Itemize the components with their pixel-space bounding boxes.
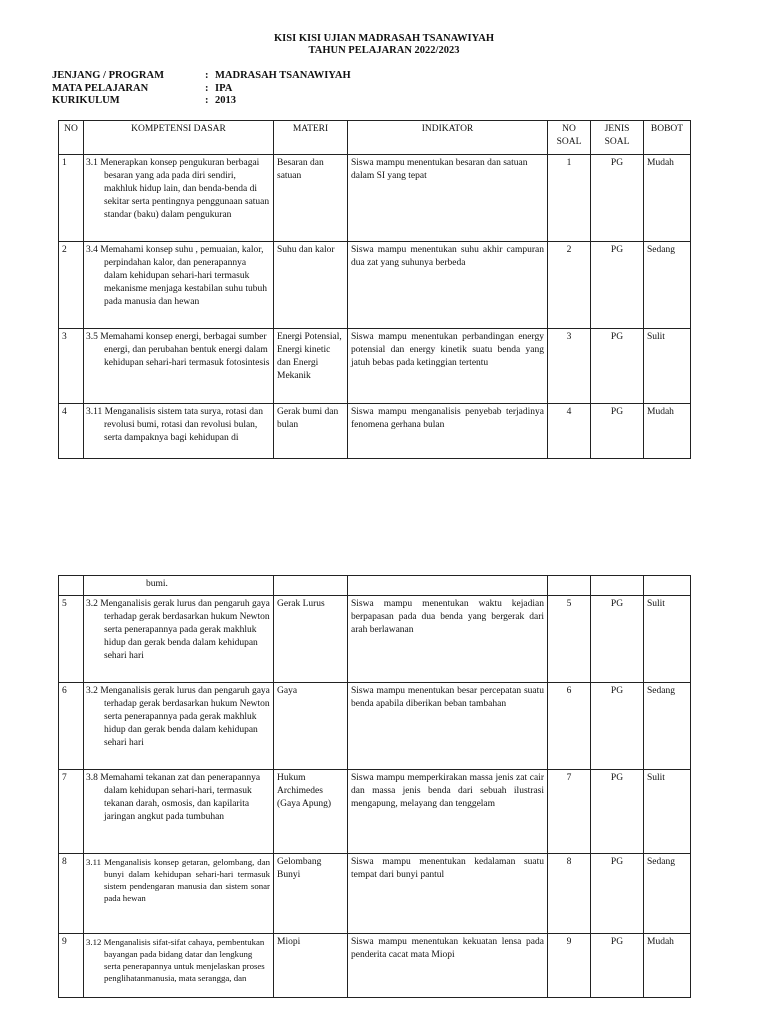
cell-indikator: Siswa mampu menentukan besar percepatan suatu benda apabila diberikan beban tambahan [348, 683, 548, 770]
kisi-table-page-2 [58, 575, 691, 998]
cell-kompetensi-dasar: 3.2 Menganalisis gerak lurus dan pengaruh gaya terhadap gerak berdasarkan hukum Newton serta penerapannya pada gerak makhluk hidup dan gerak benda dalam kehidupan sehari hari [84, 683, 274, 770]
cell-jenis-soal: PG [591, 155, 644, 242]
cell-no-soal: 8 [548, 854, 591, 934]
cell-materi: Hukum Archimedes (Gaya Apung) [274, 770, 348, 854]
header-no-soal [548, 121, 591, 155]
cell-jenis-soal: PG [591, 683, 644, 770]
cell-indikator: Siswa mampu menentukan perbandingan energy potensial dan energy kinetik suatu benda yang jatuh bebas pada ketinggian tertentu [348, 329, 548, 404]
cell-jenis-soal: PG [591, 242, 644, 329]
cell-materi: Gaya [274, 683, 348, 770]
cell-jenis-soal: PG [591, 770, 644, 854]
header-jenis-soal-line1: JENIS [604, 124, 630, 134]
cell-indikator: Siswa mampu menentukan kekuatan lensa pada penderita cacat mata Miopi [348, 934, 548, 998]
meta-row-mapel [52, 83, 351, 96]
meta-separator: : [205, 82, 209, 94]
table-row [59, 404, 691, 459]
cell-materi: Suhu dan kalor [274, 242, 348, 329]
cell-jenis-soal: PG [591, 404, 644, 459]
cell-no-soal: 5 [548, 596, 591, 683]
meta-label: KURIKULUM [52, 95, 120, 106]
header-indikator: INDIKATOR [348, 121, 548, 155]
table-header-row [59, 121, 691, 155]
cell-bobot: Sedang [644, 683, 691, 770]
document-subtitle: TAHUN PELAJARAN 2022/2023 [308, 45, 460, 56]
cell-no: 6 [59, 683, 84, 770]
cell-kompetensi-dasar: 3.12 Menganalisis sifat-sifat cahaya, pembentukan bayangan pada bidang datar dan lengkung serta penerapannya untuk menjelaskan proses penglihatanmanusia, mata serangga, dan [84, 934, 274, 998]
cell-bobot: Mudah [644, 404, 691, 459]
cell-materi: Gelombang Bunyi [274, 854, 348, 934]
cell-kompetensi-dasar: 3.2 Menganalisis gerak lurus dan pengaruh gaya terhadap gerak berdasarkan hukum Newton serta penerapannya pada gerak makhluk hidup dan gerak benda dalam kehidupan sehari hari [84, 596, 274, 683]
cell-bobot: Sulit [644, 770, 691, 854]
header-jenis-soal-line2: SOAL [604, 137, 630, 147]
meta-value: IPA [215, 82, 233, 94]
cell-bobot: Sedang [644, 854, 691, 934]
table-row [59, 242, 691, 329]
cell-no: 1 [59, 155, 84, 242]
cell-kompetensi-dasar: 3.11 Menganalisis konsep getaran, gelombang, dan bunyi dalam kehidupan sehari-hari termasuk sistem pendengaran manusia dan sistem sonar pada hewan [84, 854, 274, 934]
cell-no-soal: 9 [548, 934, 591, 998]
table-row [59, 329, 691, 404]
header-materi: MATERI [274, 121, 348, 155]
meta-value: MADRASAH TSANAWIYAH [215, 70, 351, 81]
document-title: KISI KISI UJIAN MADRASAH TSANAWIYAH [274, 33, 494, 44]
cell-indikator: Siswa mampu menganalisis penyebab terjadinya fenomena gerhana bulan [348, 404, 548, 459]
cell-no-soal: 6 [548, 683, 591, 770]
table-row [59, 770, 691, 854]
table-row [59, 596, 691, 683]
table-row-continuation [59, 576, 691, 596]
cell-bobot: Mudah [644, 934, 691, 998]
cell-materi: Gerak Lurus [274, 596, 348, 683]
meta-row-kurikulum [52, 95, 351, 108]
header-kompetensi-dasar: KOMPETENSI DASAR [84, 121, 274, 155]
cell-jenis-soal: PG [591, 596, 644, 683]
cell-no-soal: 4 [548, 404, 591, 459]
cell-empty [348, 576, 548, 596]
meta-value: 2013 [215, 95, 236, 106]
cell-indikator: Siswa mampu memperkirakan massa jenis zat cair dan massa jenis benda dari sebuah ilustrasi mengapung, melayang dan tenggelam [348, 770, 548, 854]
cell-no-soal: 2 [548, 242, 591, 329]
cell-no: 2 [59, 242, 84, 329]
cell-no: 5 [59, 596, 84, 683]
cell-empty [644, 576, 691, 596]
cell-indikator: Siswa mampu menentukan besaran dan satuan dalam SI yang tepat [348, 155, 548, 242]
cell-materi: Miopi [274, 934, 348, 998]
cell-materi: Energi Potensial, Energi kinetic dan Energi Mekanik [274, 329, 348, 404]
cell-kompetensi-dasar: 3.8 Memahami tekanan zat dan penerapannya dalam kehidupan sehari-hari, termasuk tekanan darah, osmosis, dan kapilarita jaringan angkut pada tumbuhan [84, 770, 274, 854]
cell-no: 3 [59, 329, 84, 404]
table-row [59, 934, 691, 998]
cell-indikator: Siswa mampu menentukan kedalaman suatu tempat dari bunyi pantul [348, 854, 548, 934]
kisi-table-page-1 [58, 120, 691, 459]
cell-no: 8 [59, 854, 84, 934]
cell-bobot: Mudah [644, 155, 691, 242]
cell-jenis-soal: PG [591, 934, 644, 998]
cell-indikator: Siswa mampu menentukan suhu akhir campuran dua zat yang suhunya berbeda [348, 242, 548, 329]
header-no-soal-line2: SOAL [556, 137, 582, 147]
cell-indikator: Siswa mampu menentukan waktu kejadian berpapasan pada dua benda yang bergerak dari arah berlawanan [348, 596, 548, 683]
cell-jenis-soal: PG [591, 854, 644, 934]
cell-bobot: Sulit [644, 596, 691, 683]
meta-label: MATA PELAJARAN [52, 82, 149, 94]
cell-materi: Gerak bumi dan bulan [274, 404, 348, 459]
cell-materi: Besaran dan satuan [274, 155, 348, 242]
header-no: NO [59, 121, 84, 155]
cell-empty [548, 576, 591, 596]
cell-bobot: Sedang [644, 242, 691, 329]
cell-no-soal: 3 [548, 329, 591, 404]
cell-jenis-soal: PG [591, 329, 644, 404]
cell-kompetensi-dasar: 3.4 Memahami konsep suhu , pemuaian, kalor, perpindahan kalor, dan penerapannya dalam kehidupan sehari-hari termasuk mekanisme menjaga kestabilan suhu tubuh pada manusia dan hewan [84, 242, 274, 329]
table-row [59, 854, 691, 934]
cell-empty [591, 576, 644, 596]
meta-block [52, 70, 351, 108]
table-row [59, 683, 691, 770]
cell-kompetensi-dasar: 3.1 Menerapkan konsep pengukuran berbagai besaran yang ada pada diri sendiri, makhluk hidup lain, dan benda-benda di sekitar serta pentingnya penggunaan satuan standar (baku) dalam pengukuran [84, 155, 274, 242]
table-row [59, 155, 691, 242]
cell-no-soal: 1 [548, 155, 591, 242]
cell-no: 9 [59, 934, 84, 998]
meta-separator: : [205, 70, 209, 81]
cell-no: 7 [59, 770, 84, 854]
cell-kompetensi-dasar: bumi. [84, 576, 274, 596]
cell-no-soal: 7 [548, 770, 591, 854]
meta-label: JENJANG / PROGRAM [52, 70, 164, 81]
cell-empty [274, 576, 348, 596]
meta-separator: : [205, 95, 209, 106]
cell-kompetensi-dasar: 3.11 Menganalisis sistem tata surya, rotasi dan revolusi bumi, rotasi dan revolusi bulan, serta dampaknya bagi kehidupan di [84, 404, 274, 459]
header-no-soal-line1: NO [562, 124, 576, 134]
cell-empty [59, 576, 84, 596]
cell-kompetensi-dasar: 3.5 Memahami konsep energi, berbagai sumber energi, dan perubahan bentuk energi dalam kehidupan sehari-hari termasuk fotosintesis [84, 329, 274, 404]
header-jenis-soal [591, 121, 644, 155]
meta-row-jenjang [52, 70, 351, 83]
header-bobot: BOBOT [644, 121, 691, 155]
cell-no: 4 [59, 404, 84, 459]
cell-bobot: Sulit [644, 329, 691, 404]
